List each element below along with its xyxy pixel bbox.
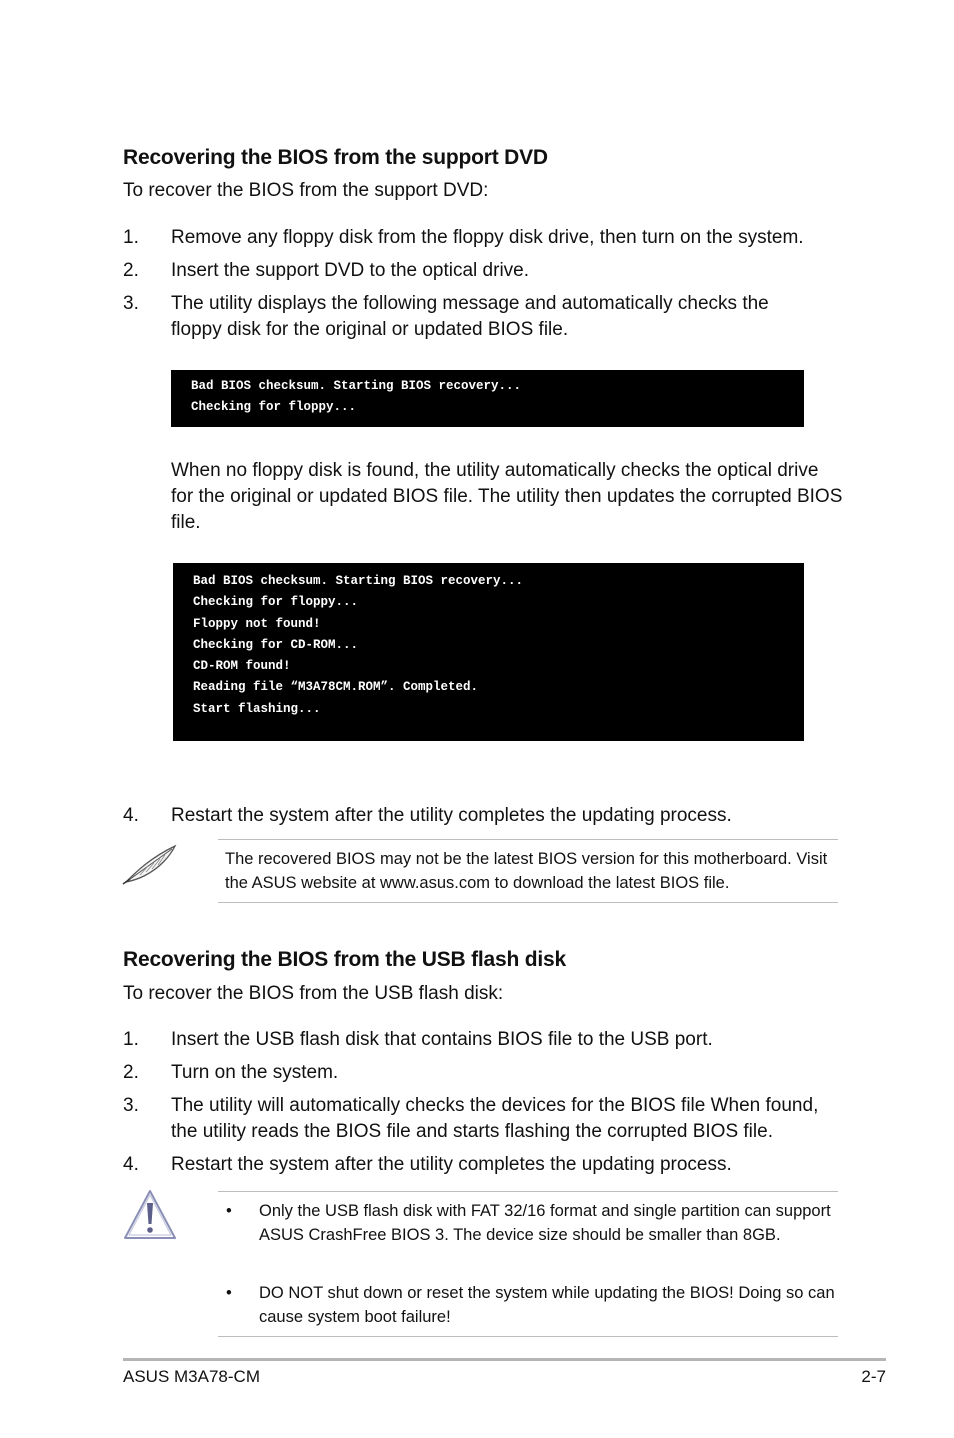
- intro-text: To recover the BIOS from the support DVD:: [123, 180, 489, 201]
- terminal-line: Bad BIOS checksum. Starting BIOS recovery...: [193, 574, 524, 588]
- paragraph: When no floppy disk is found, the utility automatically checks the optical drive for the original or updated BIOS file. The utility then updates the corrupted BIOS file.: [171, 460, 843, 533]
- terminal-line: Floppy not found!: [193, 616, 321, 631]
- caution-bullet: •: [226, 1284, 232, 1302]
- terminal-line: Bad BIOS checksum. Starting BIOS recovery...: [191, 379, 522, 393]
- terminal-output-1: [171, 370, 804, 427]
- caution-bullet: •: [226, 1202, 232, 1220]
- step-text: The utility will automatically checks the devices for the BIOS file When found, the utility reads the BIOS file and starts flashing the corrupted BIOS file.: [171, 1095, 819, 1142]
- feather-pen-icon: [120, 842, 180, 891]
- intro-text: To recover the BIOS from the USB flash disk:: [123, 983, 504, 1004]
- step-text: Remove any floppy disk from the floppy disk drive, then turn on the system.: [171, 227, 804, 248]
- step-text: The utility displays the following message and automatically checks the floppy disk for the original or updated BIOS file.: [171, 293, 769, 340]
- caution-text: Only the USB flash disk with FAT 32/16 format and single partition can support ASUS CrashFree BIOS 3. The device size should be smaller than 8GB.: [259, 1202, 831, 1244]
- step-number: 4.: [123, 805, 139, 826]
- step-number: 1.: [123, 227, 139, 248]
- caution-bottom-rule: [218, 1336, 838, 1337]
- terminal-line: CD-ROM found!: [193, 659, 291, 674]
- footer-rule: [123, 1358, 886, 1361]
- note-bottom-rule: [218, 902, 838, 903]
- terminal-line: Reading file “M3A78CM.ROM”. Completed.: [193, 680, 479, 695]
- step-text: Turn on the system.: [171, 1062, 339, 1083]
- warning-triangle-icon: [122, 1188, 178, 1247]
- step-text: Restart the system after the utility completes the updating process.: [171, 1154, 732, 1175]
- caution-top-rule: [218, 1191, 838, 1192]
- step-number: 3.: [123, 1095, 139, 1116]
- footer-page-number: 2-7: [861, 1367, 886, 1386]
- terminal-output-2: [173, 563, 804, 741]
- step-number: 3.: [123, 293, 139, 314]
- step-number: 2.: [123, 260, 139, 281]
- terminal-line: Checking for floppy...: [193, 595, 359, 610]
- step-number: 2.: [123, 1062, 139, 1083]
- footer-model: ASUS M3A78-CM: [123, 1367, 260, 1386]
- step-text: Insert the support DVD to the optical drive.: [171, 260, 530, 281]
- note-text: The recovered BIOS may not be the latest BIOS version for this motherboard. Visit the ASUS website at www.asus.com to download the latest BIOS file.: [225, 850, 828, 892]
- step-text: Insert the USB flash disk that contains BIOS file to the USB port.: [171, 1029, 713, 1050]
- caution-text: DO NOT shut down or reset the system while updating the BIOS! Doing so can cause system boot failure!: [259, 1284, 835, 1326]
- section-heading-dvd: Recovering the BIOS from the support DVD: [123, 146, 548, 169]
- step-number: 1.: [123, 1029, 139, 1050]
- terminal-line: Checking for CD-ROM...: [193, 637, 359, 652]
- step-number: 4.: [123, 1154, 139, 1175]
- section-heading-usb: Recovering the BIOS from the USB flash disk: [123, 948, 566, 971]
- note-top-rule: [218, 839, 838, 840]
- terminal-line: Checking for floppy...: [191, 400, 357, 415]
- terminal-line: Start flashing...: [193, 701, 321, 716]
- step-text: Restart the system after the utility completes the updating process.: [171, 805, 732, 826]
